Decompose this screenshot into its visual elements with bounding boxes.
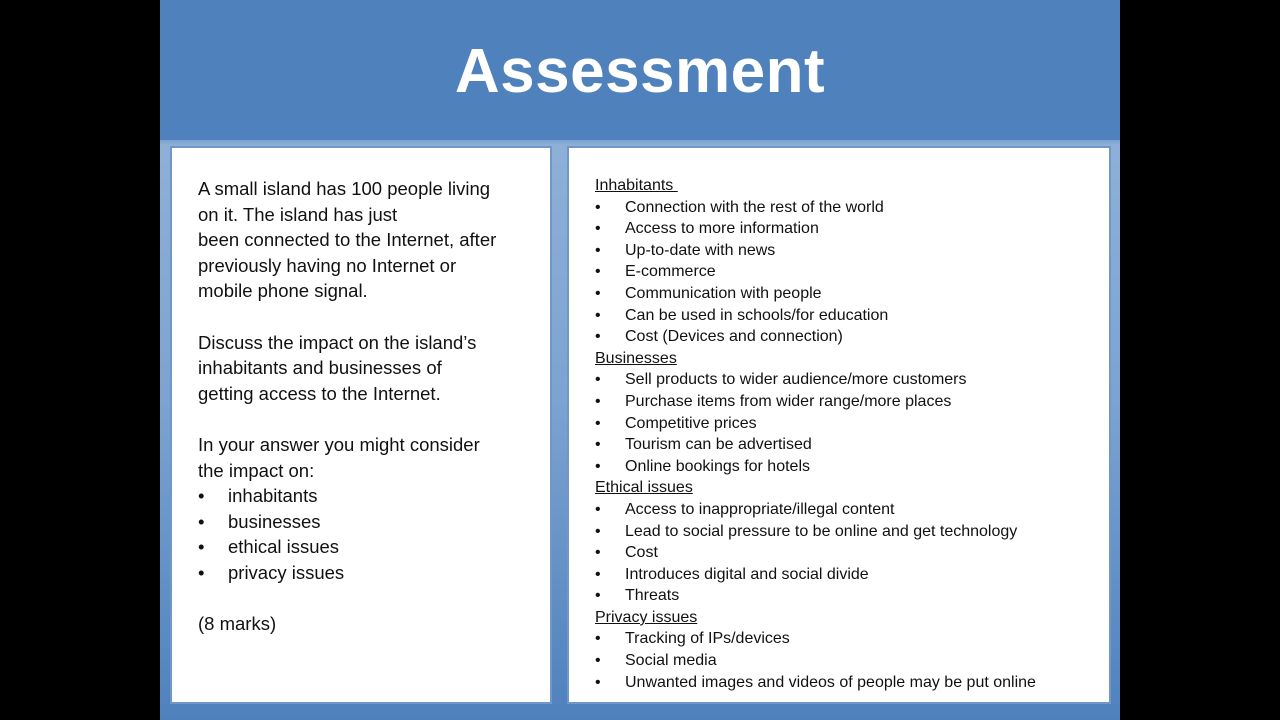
list-item [595, 564, 1095, 586]
list-item-label: Competitive prices [625, 414, 757, 432]
list-item [595, 456, 1095, 478]
list-item-label: Introduces digital and social divide [625, 565, 869, 583]
list-item [595, 585, 1095, 607]
slide [160, 0, 1120, 720]
consider-line: the impact on: [198, 459, 315, 481]
bullet-icon: • [198, 510, 205, 532]
consider-line: In your answer you might consider [198, 433, 480, 455]
bullet-icon: • [595, 522, 601, 540]
list-item [198, 509, 538, 535]
bullet-icon: • [595, 652, 601, 670]
question-line: on it. The island has just [198, 203, 398, 225]
list-item [595, 413, 1095, 435]
bullet-icon: • [595, 436, 601, 454]
list-item-label: Up-to-date with news [625, 241, 776, 259]
list-item-label: Tracking of IPs/devices [625, 630, 790, 648]
list-item [595, 434, 1095, 456]
discuss-line: getting access to the Internet. [198, 382, 441, 404]
bullet-icon: • [595, 306, 601, 324]
question-line: been connected to the Internet, after [198, 229, 497, 251]
bullet-icon: • [595, 630, 601, 648]
list-item [595, 218, 1095, 240]
question-panel [170, 146, 552, 704]
list-item-label: E-commerce [625, 263, 716, 281]
list-item-label: Sell products to wider audience/more customers [625, 371, 967, 389]
list-item [198, 560, 538, 586]
list-item-label: privacy issues [228, 561, 345, 583]
list-item [595, 499, 1095, 521]
list-item-label: Purchase items from wider range/more places [625, 392, 952, 410]
section-heading: Ethical issues [595, 479, 693, 497]
bullet-icon: • [595, 392, 601, 410]
bullet-icon: • [595, 241, 601, 259]
list-item [595, 326, 1095, 348]
list-item [198, 534, 538, 560]
list-item [595, 650, 1095, 672]
list-item [595, 240, 1095, 262]
list-item-label: Tourism can be advertised [625, 436, 812, 454]
list-item [595, 305, 1095, 327]
question-text [198, 176, 538, 637]
list-item [595, 542, 1095, 564]
section-heading: Inhabitants [595, 177, 678, 194]
list-item-label: inhabitants [228, 485, 318, 507]
discuss-line: Discuss the impact on the island’s [198, 331, 477, 353]
list-item-label: Social media [625, 652, 717, 670]
list-item [595, 197, 1095, 219]
bullet-icon: • [595, 673, 601, 691]
list-item-label: Connection with the rest of the world [625, 198, 884, 216]
list-item [595, 391, 1095, 413]
list-item-label: Communication with people [625, 284, 822, 302]
bullet-icon: • [595, 544, 601, 562]
bullet-icon: • [595, 284, 601, 302]
bullet-icon: • [595, 198, 601, 216]
bullet-icon: • [595, 587, 601, 605]
bullet-icon: • [595, 328, 601, 346]
list-item [595, 672, 1095, 694]
answer-panel [567, 146, 1111, 704]
list-item-label: Access to more information [625, 220, 819, 238]
list-item-label: Unwanted images and videos of people may be put online [625, 673, 1036, 691]
bullet-icon: • [595, 220, 601, 238]
list-item-label: ethical issues [228, 536, 340, 558]
slide-title: Assessment [454, 37, 826, 106]
discuss-line: inhabitants and businesses of [198, 357, 442, 379]
list-item [595, 261, 1095, 283]
list-item-label: Access to inappropriate/illegal content [625, 500, 895, 518]
bullet-icon: • [595, 500, 601, 518]
list-item-label: Threats [625, 587, 680, 605]
section-heading: Privacy issues [595, 608, 698, 626]
bullet-icon: • [198, 536, 205, 558]
title-bar [160, 0, 1120, 140]
marks-label: (8 marks) [198, 613, 277, 635]
bullet-icon: • [595, 565, 601, 583]
list-item-label: businesses [228, 510, 321, 532]
section-heading: Businesses [595, 349, 677, 367]
bullet-icon: • [595, 414, 601, 432]
question-line: previously having no Internet or [198, 254, 457, 276]
list-item-label: Online bookings for hotels [625, 457, 810, 475]
list-item [595, 283, 1095, 305]
list-item [595, 369, 1095, 391]
bullet-icon: • [198, 561, 205, 583]
question-line: mobile phone signal. [198, 280, 368, 302]
list-item-label: Lead to social pressure to be online and get technology [625, 522, 1018, 540]
list-item-label: Cost (Devices and connection) [625, 328, 843, 346]
bullet-icon: • [595, 457, 601, 475]
bullet-icon: • [595, 371, 601, 389]
question-line: A small island has 100 people living [198, 178, 491, 199]
list-item-label: Can be used in schools/for education [625, 306, 889, 324]
list-item [595, 628, 1095, 650]
bullet-icon: • [595, 263, 601, 281]
list-item-label: Cost [625, 544, 658, 562]
list-item [595, 521, 1095, 543]
bullet-icon: • [198, 485, 205, 507]
list-item [198, 483, 538, 509]
answer-text [595, 175, 1095, 693]
